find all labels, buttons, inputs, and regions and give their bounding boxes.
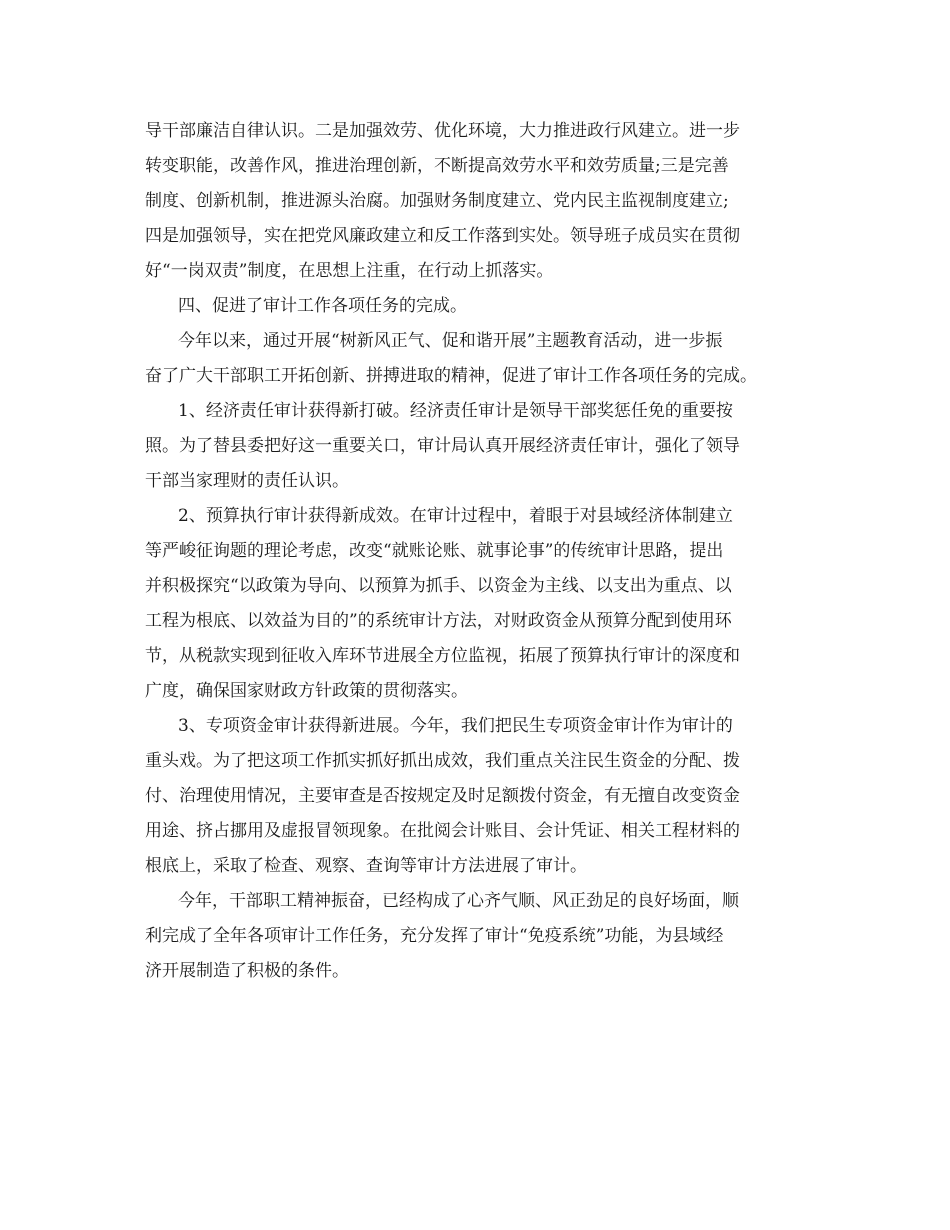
- text-line: 2、预算执行审计获得新成效。在审计过程中，着眼于对县域经济体制建立: [178, 506, 733, 526]
- text-line: 导干部廉洁自律认识。二是加强效劳、优化环境，大力推进政行风建立。进一步: [145, 121, 740, 141]
- text-line: 四、促进了审计工作各项任务的完成。: [178, 296, 467, 316]
- text-line: 转变职能，改善作风，推进治理创新，不断提高效劳水平和效劳质量;三是完善: [145, 156, 729, 176]
- text-line: 济开展制造了积极的条件。: [145, 961, 349, 981]
- text-line: 利完成了全年各项审计工作任务，充分发挥了审计“免疫系统”功能，为县域经: [145, 926, 724, 946]
- text-line: 1、经济责任审计获得新打破。经济责任审计是领导干部奖惩任免的重要按: [178, 401, 733, 421]
- text-line: 根底上，采取了检查、观察、查询等审计方法进展了审计。: [145, 856, 587, 876]
- text-line: 重头戏。为了把这项工作抓实抓好抓出成效，我们重点关注民生资金的分配、拨: [145, 751, 740, 771]
- document-body: [145, 114, 817, 989]
- text-line: 用途、挤占挪用及虚报冒领现象。在批阅会计账目、会计凭证、相关工程材料的: [145, 821, 740, 841]
- text-line: 四是加强领导，实在把党风廉政建立和反工作落到实处。领导班子成员实在贯彻: [145, 226, 740, 246]
- text-line: 工程为根底、以效益为目的”的系统审计方法，对财政资金从预算分配到使用环: [145, 611, 732, 631]
- text-line: 今年，干部职工精神振奋，已经构成了心齐气顺、风正劲足的良好场面，顺: [178, 891, 739, 911]
- text-line: 节，从税款实现到征收入库环节进展全方位监视，拓展了预算执行审计的深度和: [145, 646, 740, 666]
- text-line: 等严峻征询题的理论考虑，改变“就账论账、就事论事”的传统审计思路，提出: [145, 541, 724, 561]
- text-line: 付、治理使用情况，主要审查是否按规定及时足额拨付资金，有无擅自改变资金: [145, 786, 740, 806]
- text-line: 奋了广大干部职工开拓创新、拼搏进取的精神，促进了审计工作各项任务的完成。: [145, 366, 757, 386]
- text-line: 干部当家理财的责任认识。: [145, 471, 349, 491]
- text-line: 3、专项资金审计获得新进展。今年，我们把民生专项资金审计作为审计的: [178, 716, 733, 736]
- text-line: 制度、创新机制，推进源头治腐。加强财务制度建立、党内民主监视制度建立;: [145, 191, 729, 211]
- text-line: 广度，确保国家财政方针政策的贯彻落实。: [145, 681, 468, 701]
- text-line: 今年以来，通过开展“树新风正气、促和谐开展”主题教育活动，进一步振: [178, 331, 723, 351]
- text-line: 并积极探究“以政策为导向、以预算为抓手、以资金为主线、以支出为重点、以: [145, 576, 732, 596]
- text-line: 好“一岗双责”制度，在思想上注重，在行动上抓落实。: [145, 261, 554, 281]
- text-line: 照。为了替县委把好这一重要关口，审计局认真开展经济责任审计，强化了领导: [145, 436, 740, 456]
